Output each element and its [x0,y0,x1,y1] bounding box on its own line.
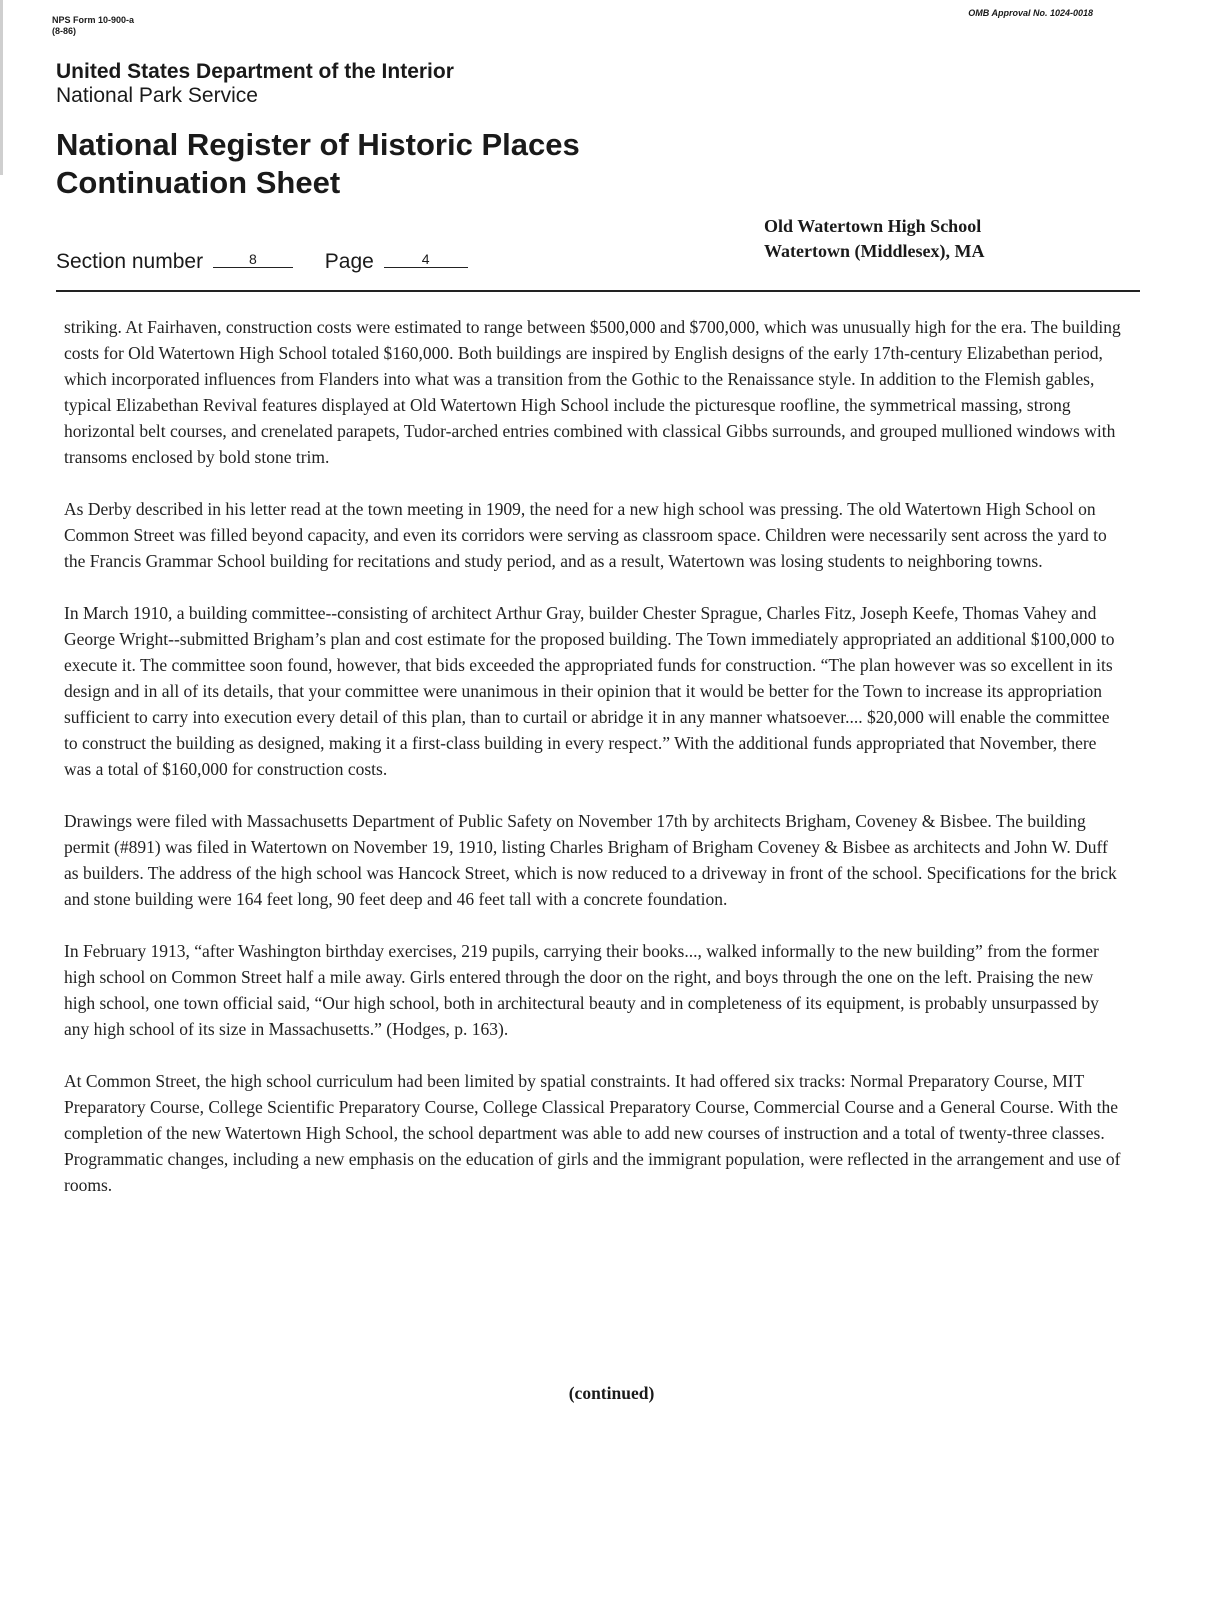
agency-block [56,60,454,108]
body-paragraph: As Derby described in his letter read at the town meeting in 1909, the need for a new high school was pressing. The old Watertown High School on Common Street was filled beyond capacity, and even its corridors were serving as classroom space. Children were necessarily sent across the yard to the Francis Grammar School building for recitations and study period, and as a result, Watertown was losing students to neighboring towns. [64,499,1107,571]
property-identification [764,214,984,264]
scan-edge-shadow [0,0,3,175]
department-name: United States Department of the Interior [56,60,454,83]
section-page-line [56,250,468,274]
property-name: Old Watertown High School [764,216,982,236]
header-rule [56,290,1140,292]
form-title [56,126,580,202]
section-number-label: Section number [56,250,204,273]
page-label: Page [324,250,374,273]
body-paragraph: striking. At Fairhaven, construction costs were estimated to range between $500,000 and $700,000, which was unusually high for the era. The building costs for Old Watertown High School totaled $160,000. Both buildings are inspired by English designs of the early 17th-century Elizabethan period, which incorporated influences from Flanders into what was a transition from the Gothic to the Renaissance style. In addition to the Flemish gables, typical Elizabethan Revival features displayed at Old Watertown High School include the picturesque roofline, the symmetrical massing, strong horizontal belt courses, and crenelated parapets, Tudor-arched entries combined with classical Gibbs surrounds, and grouped mullioned windows with transoms enclosed by bold stone trim. [64,317,1121,467]
form-date: (8-86) [52,26,77,36]
form-number: NPS Form 10-900-a [52,15,135,25]
section-number-value: 8 [213,251,293,268]
title-line-1: National Register of Historic Places [56,127,580,162]
body-paragraph: Drawings were filed with Massachusetts Department of Public Safety on November 17th by architects Brigham, Coveney & Bisbee. The building permit (#891) was filed in Watertown on November 19, 1910, listing Charles Brigham of Brigham Coveney & Bisbee as architects and John W. Duff as builders. The address of the high school was Hancock Street, which is now reduced to a driveway in front of the school. Specifications for the brick and stone building were 164 feet long, 90 feet deep and 46 feet tall with a concrete foundation. [64,811,1117,909]
document-body [64,314,1124,1224]
omb-approval: OMB Approval No. 1024-0018 [968,8,1093,18]
body-paragraph: In March 1910, a building committee--consisting of architect Arthur Gray, builder Chester Sprague, Charles Fitz, Joseph Keefe, Thomas Vahey and George Wright--submitted Brigham’s plan and cost estimate for the proposed building. The Town immediately appropriated an additional $100,000 to execute it. The committee soon found, however, that bids exceeded the appropriated funds for construction. “The plan however was so excellent in its design and in all of its details, that your committee were unanimous in their opinion that it would be better for the Town to increase its appropriation sufficient to carry into execution every detail of this plan, than to curtail or abridge it in any manner whatsoever.... $20,000 will enable the committee to construct the building as designed, making it a first-class building in every respect.” With the additional funds appropriated that November, there was a total of $160,000 for construction costs. [64,603,1115,779]
body-paragraph: In February 1913, “after Washington birthday exercises, 219 pupils, carrying their books..., walked informally to the new building” from the former high school on Common Street half a mile away. Girls entered through the door on the right, and boys through the one on the left. Praising the new high school, one town official said, “Our high school, both in architectural beauty and in completeness of its equipment, is probably unsurpassed by any high school of its size in Massachusetts.” (Hodges, p. 163). [64,941,1099,1039]
page-number-value: 4 [384,251,468,268]
form-identifier [52,15,134,37]
continued-note: (continued) [568,1383,655,1403]
property-location: Watertown (Middlesex), MA [764,241,985,261]
title-line-2: Continuation Sheet [56,165,341,200]
service-name: National Park Service [56,84,258,107]
body-paragraph: At Common Street, the high school curriculum had been limited by spatial constraints. It had offered six tracks: Normal Preparatory Course, MIT Preparatory Course, College Scientific Preparatory Course, College Classical Preparatory Course, Commercial Course and a General Course. With the completion of the new Watertown High School, the school department was able to add new courses of instruction and a total of twenty-three classes. Programmatic changes, including a new emphasis on the education of girls and the immigrant population, were reflected in the arrangement and use of rooms. [64,1071,1121,1195]
